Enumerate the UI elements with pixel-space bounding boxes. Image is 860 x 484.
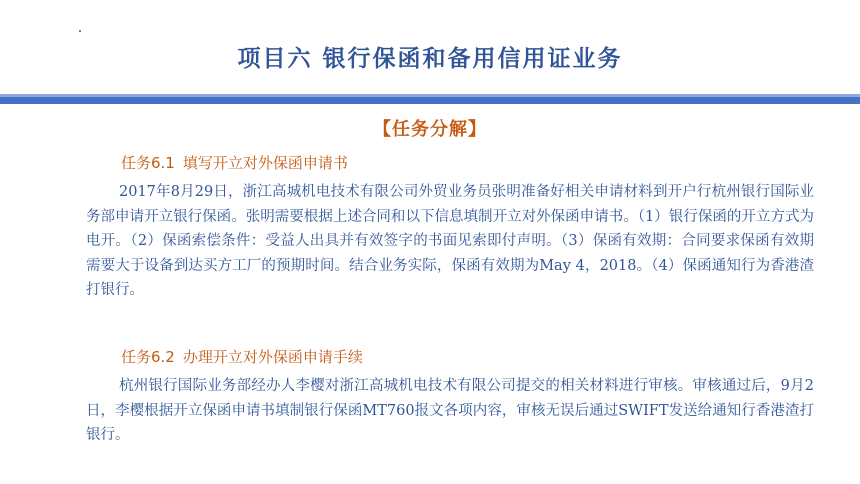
task-1-title: 填写开立对外保函申请书 xyxy=(182,154,348,172)
task-1-heading xyxy=(121,152,348,173)
task-1-number: 任务6.1 xyxy=(121,154,175,172)
decorative-dot xyxy=(79,30,81,32)
page-title: 项目六 银行保函和备用信用证业务 xyxy=(237,46,623,72)
task-2-heading xyxy=(121,346,363,367)
section-heading: 【任务分解】 xyxy=(373,119,487,140)
header-band xyxy=(0,97,860,104)
task-1-body: 2017年8月29日，浙江高城机电技术有限公司外贸业务员张明准备好相关申请材料到开户行杭州银行国际业务部申请开立银行保函。张明需要根据上述合同和以下信息填制开立对外保函申请书。（1）银行保函的开立方式为电开。（2）保函索偿条件：受益人出具并有效签字的书面见索即付声明。（3）保函有效期：合同要求保函有效期需要大于设备到达买方工厂的预期时间。结合业务实际，保函有效期为May 4，2018。（4）保函通知行为香港渣打银行。 xyxy=(86,184,814,298)
task-2-number: 任务6.2 xyxy=(121,348,175,366)
task-2-title: 办理开立对外保函申请手续 xyxy=(182,348,363,366)
task-2-body: 杭州银行国际业务部经办人李樱对浙江高城机电技术有限公司提交的相关材料进行审核。审核通过后，9月2日，李樱根据开立保函申请书填制银行保函MT760报文各项内容，审核无误后通过SWIFT发送给通知行香港渣打银行。 xyxy=(86,378,814,443)
